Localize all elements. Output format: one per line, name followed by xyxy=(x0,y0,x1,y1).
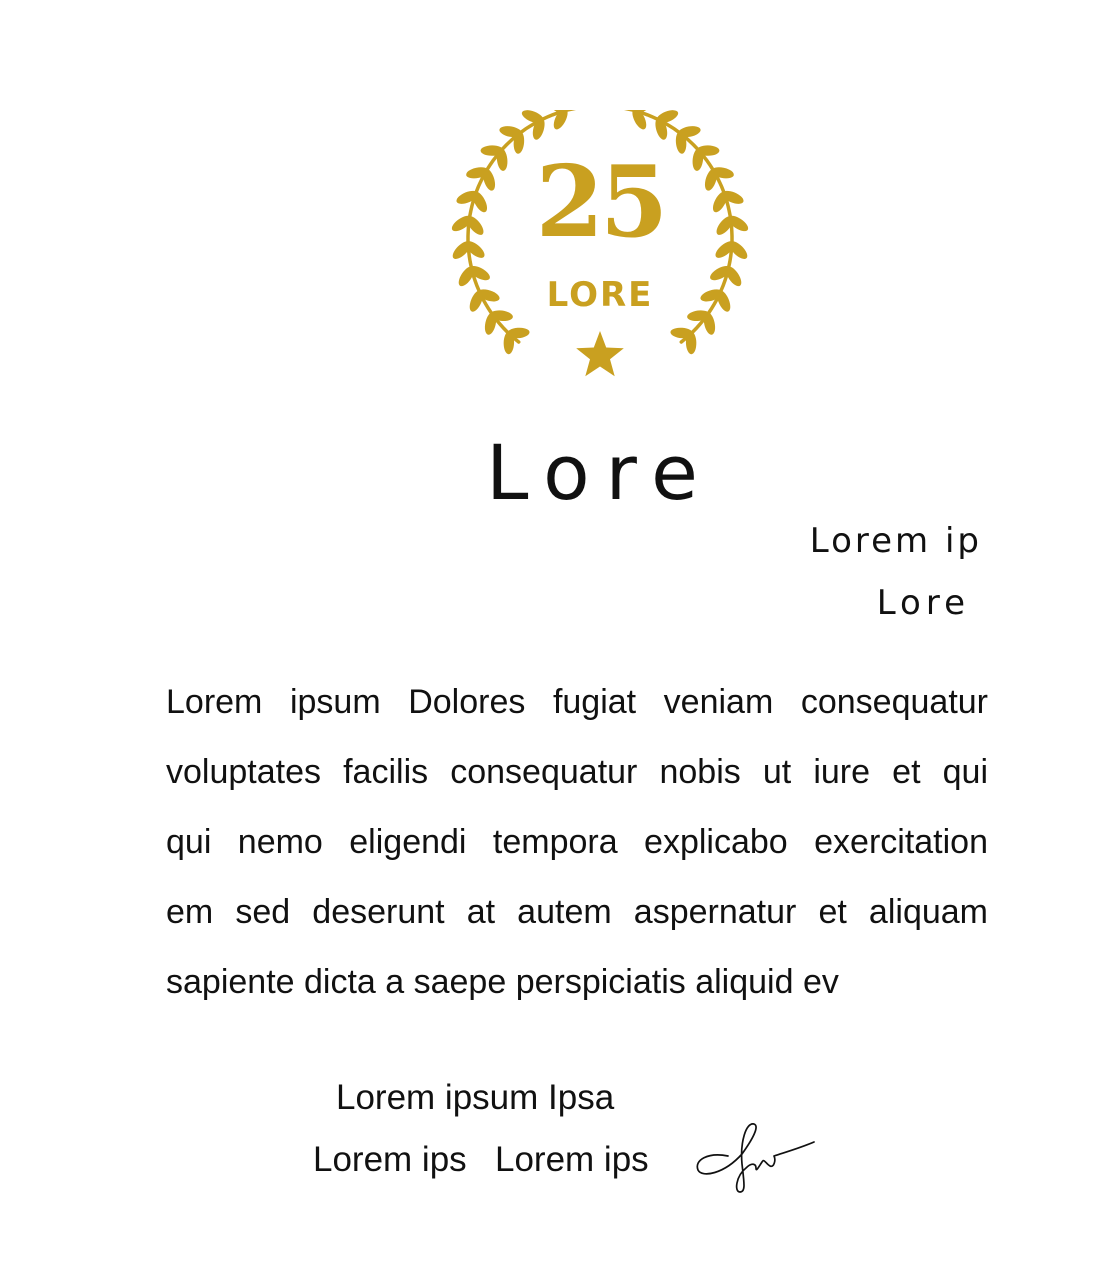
body-line: voluptates facilis consequatur nobis ut iure et qui xyxy=(166,753,988,791)
body-line: qui nemo eligendi tempora explicabo exercitation xyxy=(166,823,988,861)
page-title: Lore xyxy=(486,428,714,517)
anniversary-emblem xyxy=(420,110,780,400)
signer-role-1: Lorem ips xyxy=(313,1140,467,1179)
emblem-word: LORE xyxy=(546,275,654,315)
subtitle-line-1: Lorem ip xyxy=(809,521,982,561)
signature-image xyxy=(690,1112,820,1197)
body-line: Lorem ipsum Dolores fugiat veniam consequatur xyxy=(166,683,988,721)
body-line: sapiente dicta a saepe perspiciatis aliquid ev xyxy=(166,963,839,1001)
signer-name: Lorem ipsum Ipsa xyxy=(336,1078,615,1117)
subtitle-line-2: Lore xyxy=(876,583,970,623)
body-paragraph xyxy=(166,676,988,1026)
star-icon xyxy=(576,331,624,376)
emblem-number: 25 xyxy=(535,145,665,260)
signer-role-2: Lorem ips xyxy=(495,1140,649,1179)
body-line: em sed deserunt at autem aspernatur et aliquam xyxy=(166,893,988,931)
